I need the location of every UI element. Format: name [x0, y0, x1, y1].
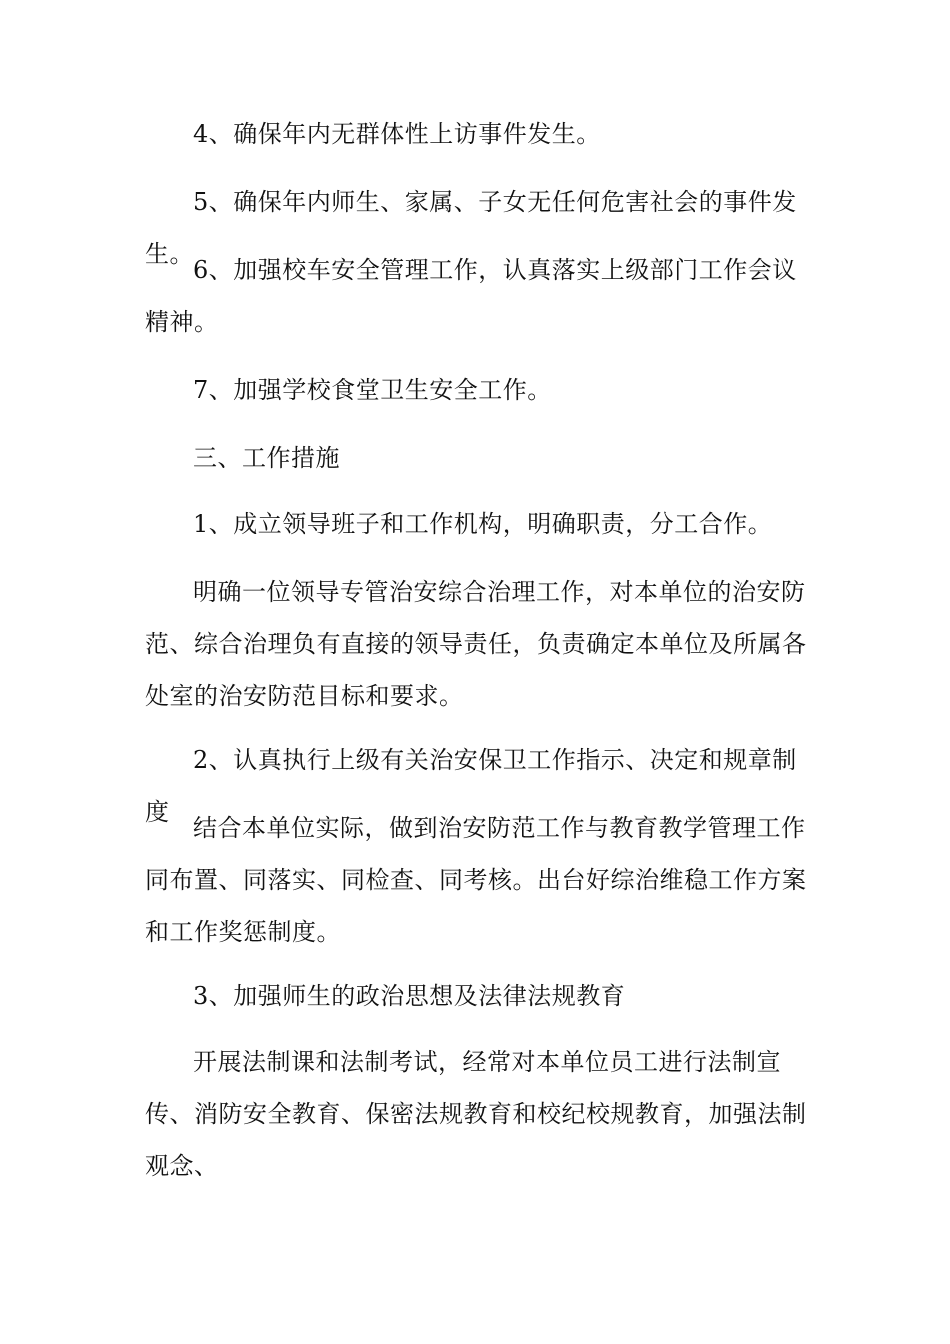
paragraph-measure-3: 3、加强师生的政治思想及法律法规教育 [193, 982, 626, 1010]
section-heading-measures: 三、工作措施 [193, 444, 340, 472]
paragraph-measure-1-detail: 明确一位领导专管治安综合治理工作，对本单位的治安防范、综合治理负有直接的领导责任，负责确定本单位及所属各处室的治安防范目标和要求。 [145, 578, 807, 710]
paragraph-item-7: 7、加强学校食堂卫生安全工作。 [193, 376, 552, 404]
paragraph-item-5: 5、确保年内师生、家属、子女无任何危害社会的事件发生。 [145, 188, 797, 268]
paragraph-item-6: 6、加强校车安全管理工作，认真落实上级部门工作会议精神。 [145, 256, 797, 336]
paragraph-measure-2: 2、认真执行上级有关治安保卫工作指示、决定和规章制度 [145, 746, 797, 826]
paragraph-measure-1: 1、成立领导班子和工作机构，明确职责，分工合作。 [193, 510, 773, 538]
paragraph-measure-2-detail: 结合本单位实际，做到治安防范工作与教育教学管理工作同布置、同落实、同检查、同考核。出台好综治维稳工作方案和工作奖惩制度。 [145, 814, 807, 946]
paragraph-measure-3-detail: 开展法制课和法制考试，经常对本单位员工进行法制宣传、消防安全教育、保密法规教育和校纪校规教育，加强法制观念、 [145, 1048, 807, 1180]
paragraph-item-4: 4、确保年内无群体性上访事件发生。 [193, 120, 601, 148]
